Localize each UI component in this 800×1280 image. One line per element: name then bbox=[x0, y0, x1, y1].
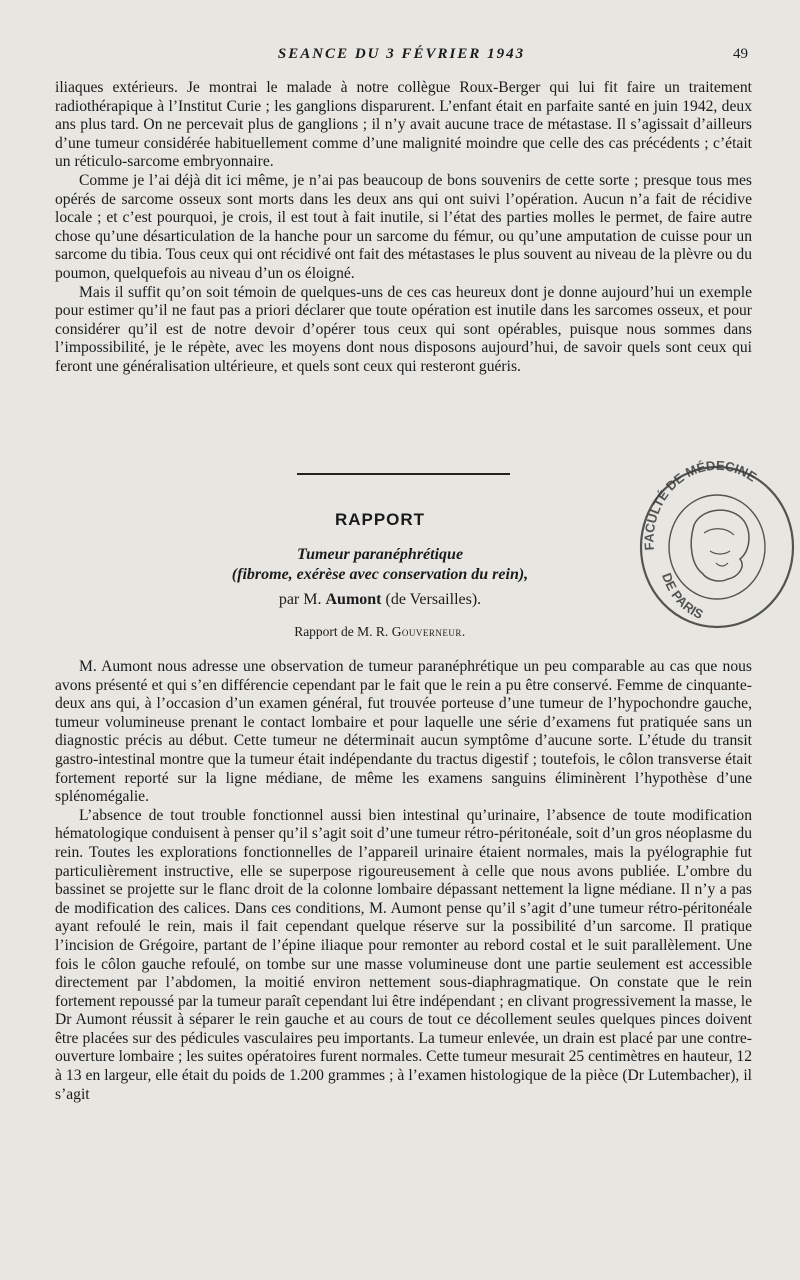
subtitle-line: (fibrome, exérèse avec conservation du rein), bbox=[231, 566, 529, 583]
stamp-top-text: FACULTÉ DE MÉDECINE bbox=[641, 457, 760, 551]
paragraph: M. Aumont nous adresse une observation de tumeur paranéphrétique un peu comparable au cas que nous avons présenté et qui s’en différencie cependant par le fait que le rein a pu être conservé. Femme de cinquante-deux ans qui, à l’occasion d’un examen général, fut trouvée porteuse d’une tumeur de l’hypochondre gauche, tumeur volumineuse prenant le contact lombaire et pour laquelle une série d’examens fut pratiquée sans un diagnostic précis au début. Cette tumeur ne déterminait aucun symptôme d’aucune sorte. L’étude du transit gastro-intestinal montre que la tumeur était indépendante du tractus digestif ; toutefois, le côlon transverse était fortement reporté sur la ligne médiane, de même les examens sanguins éliminèrent l’hypothèse d’une splénomégalie. bbox=[55, 658, 752, 806]
paragraph: Mais il suffit qu’on soit témoin de quelques-uns de ces cas heureux dont je donne aujourd’hui un exemple pour estimer qu’il ne faut pas a priori déclarer que toute opération est inutile dans les sarcomes osseux, et pour considérer qu’il est de notre devoir d’opérer tous ceux qui sont opérables, puisque nous sommes dans l’impossibilité, je le répète, avec les moyens dont nous disposons aujourd’hui, de savoir quels sont ceux qui feront une généralisation ultérieure, et quels sont ceux qui resteront guéris. bbox=[55, 283, 752, 375]
rapporteur-name: Gouverneur. bbox=[391, 624, 466, 639]
paragraph: L’absence de tout trouble fonctionnel aussi bien intestinal qu’urinaire, l’absence de toute modification hématologique conduisent à penser qu’il s’agit soit d’une tumeur rétro-péritonéale, soit d’un gros néoplasme du rein. Toutes les explorations fonctionnelles de l’appareil urinaire étaient normales, mais la pyélographie fut particulièrement instructive, elle se superpose rigoureusement à celle que nous avons publiée. L’ombre du bassinet se projette sur le flanc droit de la colonne lombaire dépassant nettement la ligne médiane. Il n’y a pas de modification des calices. Dans ces conditions, M. Aumont pense qu’il s’agit d’une tumeur rétro-péritonéale ayant refoulé le rein, mais il fait cependant quelque réserve sur la possibilité d’un sarcome. Il pratique l’incision de Grégoire, partant de l’épine iliaque pour remonter au rebord costal et le suit parallèlement. Une fois le côlon gauche refoulé, on tombe sur une masse volumineuse dont une partie seulement est accessible directement par l’abdomen, la moitié environ nettement sous-diaphragmatique. On constate que le rein fortement repoussé par la tumeur paraît cependant lui être indépendant ; en clivant progressivement la masse, le Dr Aumont réussit à séparer le rein gauche et au cours de tout ce décollement seules quelques pinces doivent être placées sur des pédicules vasculaires peu importants. La tumeur enlevée, un drain est placé par une contre-ouverture lombaire ; les suites opératoires furent normales. Cette tumeur mesurait 25 centimètres en hauteur, 12 à 13 en largeur, elle était du poids de 1.200 grammes ; à l’examen histologique de la pièce (Dr Lutembacher), il s’agit bbox=[55, 806, 752, 1103]
byline-prefix: par M. bbox=[278, 591, 322, 608]
svg-text:FACULTÉ DE MÉDECINE bbox=[641, 458, 759, 551]
report-subtitle bbox=[160, 545, 600, 585]
section-divider bbox=[297, 473, 510, 475]
top-text-block bbox=[55, 79, 752, 377]
byline bbox=[160, 591, 600, 609]
rapporteur-line bbox=[160, 624, 600, 640]
paragraph: Comme je l’ai déjà dit ici même, je n’ai pas beaucoup de bons souvenirs de cette sorte ; presque tous mes opérés de sarcome osseux sont morts dans les deux ans qui ont suivi l’opération. Aucun n’a fait de récidive locale ; et c’est pourquoi, je crois, il est tout à fait inutile, si l’état des parties molles le permet, de faire autre chose qu’une désarticulation de la hanche pour un sarcome du fémur, ou qu’une amputation de cuisse pour un sarcome du tibia. Tous ceux qui ont récidivé ont fait des métastases le plus souvent au niveau de la plèvre ou du poumon, quelquefois au niveau d’un os éloigné. bbox=[55, 171, 752, 282]
author-name: Aumont bbox=[325, 591, 382, 608]
report-title: RAPPORT bbox=[334, 510, 426, 529]
byline-suffix: (de Versailles). bbox=[385, 591, 482, 608]
page-header bbox=[55, 46, 748, 66]
page-number: 49 bbox=[733, 46, 748, 62]
rapporteur-prefix: Rapport de M. R. bbox=[294, 624, 389, 639]
running-title: SEANCE DU 3 FÉVRIER 1943 bbox=[277, 46, 526, 62]
paragraph: iliaques extérieurs. Je montrai le malade à notre collègue Roux-Berger qui lui fit faire un traitement radiothérapique à l’Institut Curie ; les ganglions disparurent. L’enfant était en parfaite santé en juin 1942, deux ans plus tard. On ne percevait plus de ganglions ; il n’y avait aucune trace de métastase. Il s’agissait d’ailleurs d’une tumeur considérée habituellement comme d’une malignité moindre que celle des cas précédents ; c’était un réticulo-sarcome embryonnaire. bbox=[55, 79, 752, 171]
library-stamp bbox=[632, 455, 797, 630]
stamp-bottom-text: DE PARIS bbox=[659, 570, 706, 623]
svg-text:DE PARIS bbox=[659, 571, 706, 622]
subtitle-line: Tumeur paranéphrétique bbox=[296, 546, 464, 563]
report-text-block bbox=[55, 658, 752, 1104]
